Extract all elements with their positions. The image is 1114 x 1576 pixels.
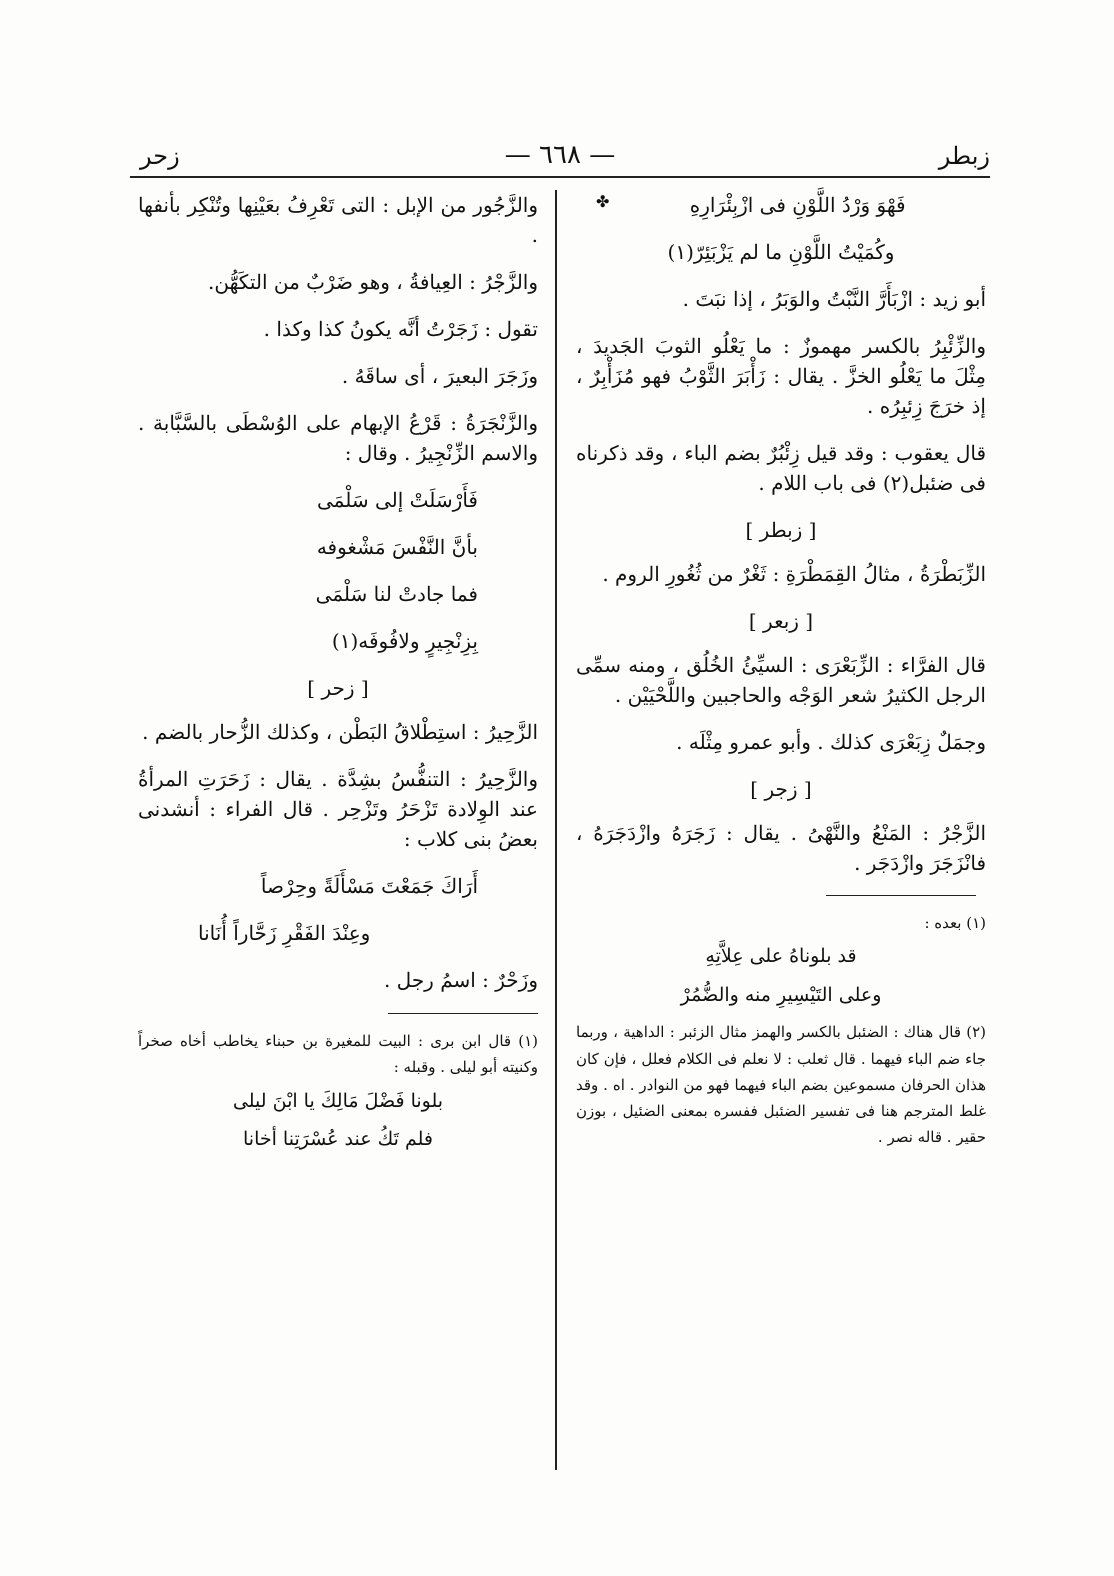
- right-column: [576, 190, 986, 1157]
- paragraph: والزِّئْبِرُ بالكسر مهموزٌ : ما يَعْلُو الثوبَ الجَديدَ ، مِثْلَ ما يَعْلُو الخزَّ . يقال : زَأْبَرَ الثَّوْبُ فهو مُزَأْبِرٌ ، إذ خرَجَ زِئبِرُه .: [576, 334, 986, 418]
- paragraph: والزَّحِيرُ : التنفُّسُ بشِدَّة . يقال : زَحَرَتِ المرأةُ عند الوِلادة تَزْحَرُ وتَزْحِر . قال الفراء : أنشدنى بعضُ بنى كلاب :: [138, 767, 538, 851]
- entry-heading: [ زبعر ]: [748, 609, 814, 633]
- footnote-verse: فلم تَكُ عند عُسْرَتِنا أخانا: [243, 1128, 433, 1150]
- paragraph: وزَحْرٌ : اسمُ رجل .: [383, 968, 538, 992]
- paragraph: تقول : زَجَرْتُ أنَّه يكونُ كذا وكذا .: [263, 317, 538, 341]
- verse-line: بِزِنْجِيرٍ ولافُوفَه(١): [331, 629, 478, 653]
- footnote: (١) قال ابن برى : البيت للمغيرة بن حبناء يخاطب أخاه صخراً وكنيته أبو ليلى . وقبله :: [138, 1032, 538, 1077]
- verse-line: أَرَاكَ جَمَعْتَ مَسْأَلَةً وحِرْصاً: [260, 874, 478, 898]
- paragraph: والزَّنْجَرَةُ : قَرْعُ الإبهام على الوُسْطَى بالسَّبَّابة . والاسم الزِّنْجِيرُ . وقال :: [138, 411, 538, 465]
- paragraph: الزَّجْرُ : المَنْعُ والنَّهْىُ . يقال : زَجَرَهُ وازْدَجَرَهُ ، فانْزَجَرَ وازْدَجَر .: [576, 821, 986, 875]
- entry-heading: [ زجر ]: [750, 777, 812, 801]
- paragraph: وزَجَرَ البعيرَ ، أى ساقَهُ .: [341, 364, 538, 388]
- footnote-rule: [826, 895, 976, 896]
- paragraph: الزِّبَطْرَةُ ، مثالُ القِمَطْرَةِ : ثَغْرٌ من ثُغُورِ الروم .: [602, 562, 986, 586]
- footnote-verse: بلونا فَضْلَ مَالِكَ يا ابْنَ ليلى: [232, 1089, 444, 1112]
- verse-line: ✤ فَهْوَ وَرْدُ اللَّوْنِ فى ازْبِئْرَارِهِ: [596, 192, 906, 217]
- footnote: (٢) قال هناك : الضئبل بالكسر والهمز مثال الزئبر : الداهية ، وربما جاء ضم الباء فيهما . قال ثعلب : لا نعلم فى الكلام فعلل ، فإن كان هذان الحرفان مسموعين بضم الباء فيهما فهو من النوادر . اه . وقد غلط المترجم هنا فى تفسير الضئبل ففسره بمعنى الضئيل ، بوزن حقير . قاله نصر .: [576, 1023, 986, 1147]
- paragraph: وجمَلٌ زِبَعْرَى كذلك . وأبو عمرو مِثْلَه .: [676, 730, 986, 754]
- entry-heading: [ زبطر ]: [745, 518, 817, 542]
- verse-line: فما جادتْ لنا سَلْمَى: [315, 582, 478, 606]
- paragraph: والزَّجْرُ : العِيافةُ ، وهو ضَرْبٌ من التكَهُّن.: [208, 270, 538, 294]
- verse-line: وعِنْدَ الفَقْرِ زَحَّاراً أُنَانا: [198, 921, 371, 945]
- header-right-word: زبطر: [938, 142, 990, 170]
- entry-heading: [ زحر ]: [307, 676, 369, 700]
- paragraph: الزَّحِيرُ : استِطْلاقُ البَطْن ، وكذلك الزُّحار بالضم .: [142, 720, 538, 744]
- verse-line: بأنَّ النَّفْسَ مَشْغوفه: [316, 535, 478, 559]
- footnote: (١) بعده :: [924, 914, 986, 932]
- paragraph: قال الفرَّاء : الزِّبَعْرَى : السيِّئُ الخُلُق ، ومنه سمِّى الرجل الكثيرُ شعر الوَجْه والحاجبين واللَّحْيَيْن .: [576, 653, 986, 707]
- footnote-rule: [388, 1013, 538, 1014]
- left-column: [138, 190, 538, 1164]
- footnote-verse: قد بلوناهُ على عِلاَّتِهِ: [705, 945, 857, 968]
- ornament-icon: ✤: [596, 192, 610, 211]
- paragraph: والزَّجُور من الإبل : التى تَعْرِفُ بعَيْنِها وتُنْكِر بأنفها .: [138, 193, 538, 247]
- column-divider: [555, 190, 557, 1470]
- header-left-word: زحر: [140, 142, 180, 170]
- verse-line: فَأَرْسَلَتْ إلى سَلْمَى: [317, 488, 478, 512]
- paragraph: قال يعقوب : وقد قيل زِئْبُرٌ بضم الباء ، وقد ذكرناه فى ضئبل(٢) فى باب اللام .: [576, 441, 986, 495]
- page-header: [130, 138, 990, 178]
- header-rule: [130, 176, 990, 178]
- verse-line: وكُمَيْتُ اللَّوْنِ ما لم يَزْبَئِرّ(١): [667, 240, 895, 264]
- paragraph: أبو زيد : ازْبَأَرَّ النَّبْتُ والوَبَرُ ، إذا نبَتَ .: [682, 287, 986, 311]
- footnote-verse: وعلى التَيْسِيرِ منه والضُّمُرْ: [680, 983, 882, 1006]
- page-number: — ٦٦٨ —: [504, 140, 616, 170]
